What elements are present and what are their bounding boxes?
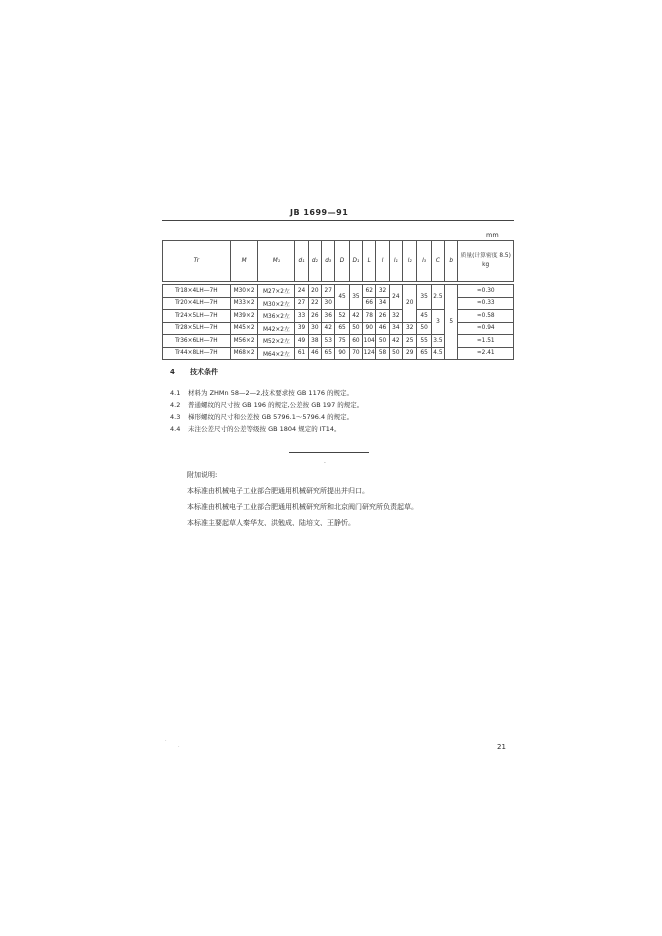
cell: 29 — [403, 347, 417, 360]
scan-speck: · — [178, 744, 180, 750]
cell: 66 — [363, 297, 376, 310]
clause-number: 4.4 — [170, 425, 181, 433]
cell: 78 — [363, 310, 376, 323]
cell: 3 — [431, 310, 444, 335]
cell: Tr24×5LH—7H — [163, 310, 231, 323]
cell: M27×2左 — [258, 285, 295, 298]
cell: 25 — [403, 335, 417, 348]
cell: M30×2 — [230, 285, 258, 298]
col-header: b — [445, 241, 458, 282]
cell: ≈0.94 — [458, 322, 514, 335]
cell: Tr28×5LH—7H — [163, 322, 231, 335]
cell: 27 — [322, 285, 335, 298]
cell: M56×2 — [230, 335, 258, 348]
cell: 61 — [295, 347, 308, 360]
clause — [170, 388, 353, 397]
clause-text: 未注公差尺寸的公差等级按 GB 1804 规定的 IT14。 — [188, 425, 341, 433]
cell: ≈0.33 — [458, 297, 514, 310]
scan-speck: · — [165, 738, 167, 744]
cell: 20 — [403, 285, 417, 323]
header-rule — [162, 220, 514, 221]
clause-number: 4.2 — [170, 401, 181, 409]
cell: 24 — [295, 285, 308, 298]
cell: M52×2左 — [258, 335, 295, 348]
cell: 46 — [376, 322, 389, 335]
cell: 46 — [308, 347, 321, 360]
col-header: D — [335, 241, 349, 282]
cell: 58 — [376, 347, 389, 360]
cell: 90 — [335, 347, 349, 360]
cell: ≈0.58 — [458, 310, 514, 323]
cell: M42×2左 — [258, 322, 295, 335]
scan-speck: · — [324, 460, 326, 467]
cell: 3.5 — [431, 335, 444, 348]
cell: 124 — [363, 347, 376, 360]
section-heading — [170, 367, 218, 377]
cell: 33 — [295, 310, 308, 323]
cell: 32 — [403, 322, 417, 335]
table-row — [163, 347, 514, 360]
clause-number: 4.1 — [170, 389, 181, 397]
col-header-mass: 质量(计算密度 8.5) kg — [458, 241, 514, 282]
unit-label: mm — [486, 231, 499, 239]
cell: M68×2 — [230, 347, 258, 360]
col-header: l₂ — [403, 241, 417, 282]
table-row — [163, 335, 514, 348]
cell: ≈0.30 — [458, 285, 514, 298]
spec-table — [162, 240, 514, 360]
col-header: l₃ — [417, 241, 431, 282]
cell: 32 — [376, 285, 389, 298]
col-header: L — [363, 241, 376, 282]
section-title: 技术条件 — [190, 368, 218, 376]
cell: 50 — [417, 322, 431, 335]
cell: M64×2左 — [258, 347, 295, 360]
cell: 20 — [308, 285, 321, 298]
cell: Tr20×4LH—7H — [163, 297, 231, 310]
cell: 24 — [389, 285, 402, 310]
cell: 60 — [349, 335, 362, 348]
col-header: d₂ — [308, 241, 321, 282]
cell: 4.5 — [431, 347, 444, 360]
cell: 22 — [308, 297, 321, 310]
page-number: 21 — [497, 743, 506, 751]
col-header: d₃ — [322, 241, 335, 282]
cell: 70 — [349, 347, 362, 360]
cell: 27 — [295, 297, 308, 310]
cell: 45 — [417, 310, 431, 323]
end-rule — [289, 452, 369, 453]
cell: 45 — [335, 285, 349, 310]
cell: M33×2 — [230, 297, 258, 310]
cell: 36 — [322, 310, 335, 323]
col-header: M₁ — [258, 241, 295, 282]
col-header: C — [431, 241, 444, 282]
note-line: 本标准由机械电子工业部合肥通用机械研究所和北京阀门研究所负责起草。 — [187, 503, 418, 511]
cell: 42 — [322, 322, 335, 335]
col-header: l — [376, 241, 389, 282]
col-header: Tr — [163, 241, 231, 282]
cell: 39 — [295, 322, 308, 335]
cell: M45×2 — [230, 322, 258, 335]
table-header-row — [163, 241, 514, 282]
section-number: 4 — [170, 368, 175, 376]
table-row — [163, 285, 514, 298]
cell: 34 — [376, 297, 389, 310]
notes-title: 附加说明: — [187, 471, 218, 479]
cell: 5 — [445, 285, 458, 360]
cell: 65 — [417, 347, 431, 360]
clause-text: 材料为 ZHMn 58—2—2,技术要求按 GB 1176 的规定。 — [188, 389, 354, 397]
cell: 32 — [389, 310, 402, 323]
clause-number: 4.3 — [170, 413, 181, 421]
cell: 65 — [335, 322, 349, 335]
cell: 34 — [389, 322, 402, 335]
cell: M36×2左 — [258, 310, 295, 323]
table-row — [163, 310, 514, 323]
cell: 42 — [349, 310, 362, 323]
cell: 65 — [322, 347, 335, 360]
cell: 2.5 — [431, 285, 444, 310]
col-header: l₁ — [389, 241, 402, 282]
cell: 35 — [417, 285, 431, 310]
cell: ≈1.51 — [458, 335, 514, 348]
cell: 53 — [322, 335, 335, 348]
cell: 30 — [322, 297, 335, 310]
note-line: 本标准主要起草人秦华友、洪勉成、陆培文、王静忻。 — [187, 519, 355, 527]
cell: ≈2.41 — [458, 347, 514, 360]
cell: 49 — [295, 335, 308, 348]
clause-text: 梯形螺纹的尺寸和公差按 GB 5796.1～5796.4 的规定。 — [188, 413, 354, 421]
cell: 52 — [335, 310, 349, 323]
cell: 50 — [389, 347, 402, 360]
cell: Tr44×8LH—7H — [163, 347, 231, 360]
cell: 50 — [349, 322, 362, 335]
clause-text: 普通螺纹的尺寸按 GB 196 的规定,公差按 GB 197 的规定。 — [188, 401, 364, 409]
cell: 62 — [363, 285, 376, 298]
col-header: M — [230, 241, 258, 282]
cell: 55 — [417, 335, 431, 348]
cell: Tr18×4LH—7H — [163, 285, 231, 298]
cell: 90 — [363, 322, 376, 335]
col-header: d₁ — [295, 241, 308, 282]
cell: Tr36×6LH—7H — [163, 335, 231, 348]
cell: 104 — [363, 335, 376, 348]
clause — [170, 400, 363, 409]
note-line: 本标准由机械电子工业部合肥通用机械研究所提出并归口。 — [187, 487, 369, 495]
clause — [170, 424, 340, 433]
cell: M30×2左 — [258, 297, 295, 310]
cell: 75 — [335, 335, 349, 348]
cell: 26 — [308, 310, 321, 323]
cell: 50 — [376, 335, 389, 348]
cell: M39×2 — [230, 310, 258, 323]
document-header: JB 1699—91 — [290, 208, 349, 217]
cell: 35 — [349, 285, 362, 310]
table-row — [163, 322, 514, 335]
cell: 38 — [308, 335, 321, 348]
cell: 30 — [308, 322, 321, 335]
cell: 42 — [389, 335, 402, 348]
cell: 26 — [376, 310, 389, 323]
clause — [170, 412, 353, 421]
col-header: D₁ — [349, 241, 362, 282]
